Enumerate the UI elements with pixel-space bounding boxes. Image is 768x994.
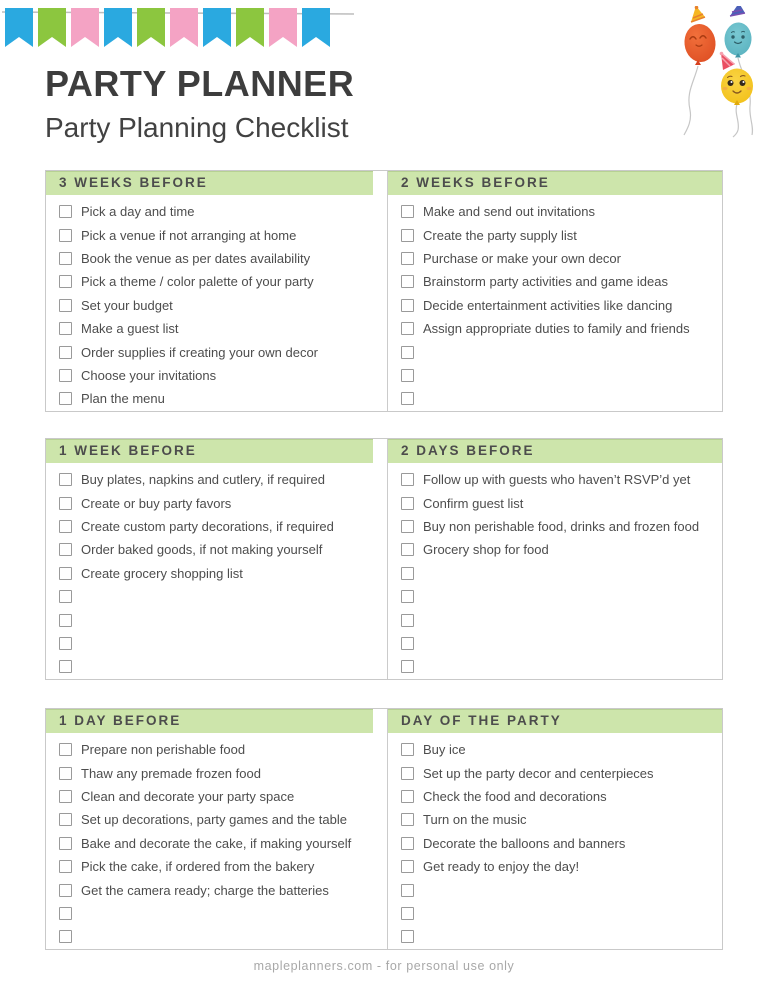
checklist-row (46, 515, 387, 538)
checklist-item-label: Pick a day and time (81, 204, 195, 220)
checklist-item-label: Order supplies if creating your own decor (81, 344, 319, 360)
checklist-item-label: Buy ice (423, 742, 466, 758)
checklist-item-label: Pick the cake, if ordered from the bakery (81, 859, 315, 875)
checklist-row (388, 832, 722, 855)
checklist-item-label: Buy non perishable food, drinks and frozen food (423, 518, 700, 534)
checklist-item-label: Set your budget (81, 297, 173, 313)
checkbox[interactable] (59, 614, 72, 627)
checkbox[interactable] (59, 229, 72, 242)
section-header: 2 DAYS BEFORE (388, 439, 722, 463)
checklist-row (388, 761, 722, 784)
teal-balloon-icon (723, 6, 752, 58)
bunting-flag (269, 8, 297, 47)
checklist-row (388, 608, 722, 631)
bunting-flag (302, 8, 330, 47)
checklist-row (388, 562, 722, 585)
checklist-rows (388, 733, 722, 949)
checkbox[interactable] (401, 252, 414, 265)
checklist-rows (46, 463, 387, 679)
checklist-item-label: Bake and decorate the cake, if making yourself (81, 835, 352, 851)
checkbox[interactable] (59, 322, 72, 335)
checklist-item-label: Choose your invitations (81, 367, 217, 383)
checklist-row (46, 902, 387, 925)
section-day-of-the-party (387, 709, 722, 949)
checklist-rows (46, 195, 387, 411)
checkbox[interactable] (401, 790, 414, 803)
section-1-week-before (46, 439, 387, 679)
checklist-row (46, 808, 387, 831)
checkbox[interactable] (401, 275, 414, 288)
bunting-banner-icon (2, 6, 362, 50)
checklist-row (46, 364, 387, 387)
checkbox[interactable] (59, 299, 72, 312)
section-2-weeks-before (387, 171, 722, 411)
checkbox[interactable] (59, 590, 72, 603)
checklist-row (46, 491, 387, 514)
checklist-row (388, 538, 722, 561)
checklist-row (46, 925, 387, 948)
checkbox[interactable] (401, 205, 414, 218)
checklist-row (388, 902, 722, 925)
section-header: 1 DAY BEFORE (46, 709, 373, 733)
section-3-weeks-before (46, 171, 387, 411)
footer-text: mapleplanners.com - for personal use only (253, 959, 515, 973)
checklist-row (388, 632, 722, 655)
checklist-item-label: Assign appropriate duties to family and friends (423, 321, 690, 337)
checklist-row (388, 468, 722, 491)
section-header: 3 WEEKS BEFORE (46, 171, 373, 195)
bunting-flag (170, 8, 198, 47)
checklist-item-label: Clean and decorate your party space (81, 788, 295, 804)
checklist-row (46, 538, 387, 561)
checkbox[interactable] (401, 590, 414, 603)
checklist-row (46, 608, 387, 631)
checklist-row (388, 855, 722, 878)
checklist-item-label: Grocery shop for food (423, 542, 549, 558)
checklist-row (388, 785, 722, 808)
checklist-item-label: Decorate the balloons and banners (423, 835, 626, 851)
section-header: 2 WEEKS BEFORE (388, 171, 722, 195)
checkbox[interactable] (59, 660, 72, 673)
checklist-row (46, 562, 387, 585)
checklist-row (46, 785, 387, 808)
checklist-item-label: Book the venue as per dates availability (81, 250, 311, 266)
checklist-item-label: Decide entertainment activities like dancing (423, 297, 673, 313)
checklist-row (46, 270, 387, 293)
checkbox[interactable] (401, 930, 414, 943)
checklist-row (388, 925, 722, 948)
section-header: 1 WEEK BEFORE (46, 439, 373, 463)
checklist-row (46, 223, 387, 246)
checkbox[interactable] (59, 567, 72, 580)
checkbox[interactable] (59, 884, 72, 897)
bunting-flag (38, 8, 66, 47)
bunting-flag (137, 8, 165, 47)
bunting-flag (104, 8, 132, 47)
page-subtitle: Party Planning Checklist (45, 112, 349, 143)
balloons-illustration (664, 6, 768, 138)
checklist-row (388, 317, 722, 340)
checklist-item-label: Set up decorations, party games and the table (81, 812, 347, 828)
checkbox[interactable] (401, 543, 414, 556)
checklist-item-label: Buy plates, napkins and cutlery, if required (81, 472, 326, 488)
checklist-box-row-2 (45, 438, 723, 680)
checkbox[interactable] (401, 837, 414, 850)
checklist-rows (46, 733, 387, 949)
checklist-item-label: Get ready to enjoy the day! (423, 859, 580, 875)
checklist-row (46, 738, 387, 761)
checklist-row (388, 200, 722, 223)
checkbox[interactable] (401, 229, 414, 242)
checkbox[interactable] (59, 252, 72, 265)
checkbox[interactable] (59, 369, 72, 382)
checkbox[interactable] (59, 860, 72, 873)
bunting-flag (203, 8, 231, 47)
checkbox[interactable] (59, 275, 72, 288)
checklist-item-label: Create grocery shopping list (81, 565, 243, 581)
checklist-item-label: Prepare non perishable food (81, 742, 246, 758)
checkbox[interactable] (401, 860, 414, 873)
checklist-item-label: Create the party supply list (423, 227, 577, 243)
bunting-flag (236, 8, 264, 47)
checklist-row (388, 655, 722, 678)
checklist-row (388, 364, 722, 387)
checkbox[interactable] (401, 299, 414, 312)
checkbox[interactable] (59, 767, 72, 780)
checklist-box-row-3 (45, 708, 723, 950)
checklist-item-label: Set up the party decor and centerpieces (423, 765, 654, 781)
checklist-row (46, 317, 387, 340)
checkbox[interactable] (59, 473, 72, 486)
checklist-item-label: Follow up with guests who haven’t RSVP’d yet (423, 472, 691, 488)
checklist-row (388, 387, 722, 410)
checkbox[interactable] (401, 884, 414, 897)
checklist-row (46, 832, 387, 855)
checklist-row (388, 340, 722, 363)
checkbox[interactable] (401, 743, 414, 756)
checklist-item-label: Thaw any premade frozen food (81, 765, 261, 781)
checklist-item-label: Confirm guest list (423, 495, 524, 511)
checklist-row (388, 808, 722, 831)
checkbox[interactable] (59, 743, 72, 756)
checklist-row (388, 247, 722, 270)
checklist-item-label: Plan the menu (81, 391, 165, 407)
checklist-item-label: Create custom party decorations, if required (81, 518, 334, 534)
checkbox[interactable] (59, 790, 72, 803)
checklist-item-label: Purchase or make your own decor (423, 250, 621, 266)
checklist-row (46, 655, 387, 678)
checkbox[interactable] (401, 369, 414, 382)
checkbox[interactable] (401, 392, 414, 405)
checklist-item-label: Get the camera ready; charge the batteries (81, 882, 329, 898)
checkbox[interactable] (401, 660, 414, 673)
checkbox[interactable] (401, 567, 414, 580)
section-header: DAY OF THE PARTY (388, 709, 722, 733)
checklist-row (388, 294, 722, 317)
checkbox[interactable] (59, 520, 72, 533)
checklist-item-label: Make and send out invitations (423, 204, 595, 220)
bunting-flag (71, 8, 99, 47)
checklist-row (388, 270, 722, 293)
section-1-day-before (46, 709, 387, 949)
checkbox[interactable] (59, 907, 72, 920)
checklist-row (46, 468, 387, 491)
checklist-row (46, 340, 387, 363)
checklist-item-label: Check the food and decorations (423, 788, 607, 804)
checklist-item-label: Pick a theme / color palette of your party (81, 274, 314, 290)
checkbox[interactable] (401, 907, 414, 920)
checklist-item-label: Make a guest list (81, 321, 179, 337)
checklist-box-row-1 (45, 170, 723, 412)
checkbox[interactable] (401, 346, 414, 359)
checkbox[interactable] (59, 637, 72, 650)
checklist-item-label: Create or buy party favors (81, 495, 232, 511)
checklist-row (388, 515, 722, 538)
page-title: PARTY PLANNER (45, 63, 355, 104)
checklist-boxes (45, 170, 723, 950)
orange-balloon-icon (683, 6, 718, 65)
checklist-row (388, 491, 722, 514)
checklist-row (388, 585, 722, 608)
checkbox[interactable] (401, 767, 414, 780)
checklist-row (46, 632, 387, 655)
bunting-flags (5, 8, 330, 47)
checkbox[interactable] (59, 543, 72, 556)
checklist-row (46, 761, 387, 784)
checklist-row (46, 387, 387, 410)
checklist-item-label: Order baked goods, if not making yourself (81, 542, 323, 558)
bunting-flag (5, 8, 33, 47)
yellow-balloon-icon (720, 52, 753, 105)
checkbox[interactable] (59, 813, 72, 826)
checkbox[interactable] (401, 322, 414, 335)
section-2-days-before (387, 439, 722, 679)
checklist-row (388, 738, 722, 761)
checklist-row (46, 585, 387, 608)
checklist-row (46, 247, 387, 270)
checkbox[interactable] (59, 930, 72, 943)
checkbox[interactable] (59, 346, 72, 359)
checklist-item-label: Turn on the music (423, 812, 527, 828)
checklist-row (46, 294, 387, 317)
checkbox[interactable] (401, 614, 414, 627)
checkbox[interactable] (401, 637, 414, 650)
checklist-row (46, 855, 387, 878)
checklist-item-label: Brainstorm party activities and game ideas (423, 274, 668, 290)
checkbox[interactable] (59, 205, 72, 218)
checkbox[interactable] (401, 520, 414, 533)
checklist-rows (388, 195, 722, 411)
checklist-row (46, 200, 387, 223)
checkbox[interactable] (59, 497, 72, 510)
checklist-row (46, 878, 387, 901)
checkbox[interactable] (401, 497, 414, 510)
checkbox[interactable] (401, 473, 414, 486)
checklist-item-label: Pick a venue if not arranging at home (81, 227, 297, 243)
checklist-rows (388, 463, 722, 679)
checklist-row (388, 878, 722, 901)
checkbox[interactable] (401, 813, 414, 826)
checklist-row (388, 223, 722, 246)
checkbox[interactable] (59, 837, 72, 850)
checkbox[interactable] (59, 392, 72, 405)
